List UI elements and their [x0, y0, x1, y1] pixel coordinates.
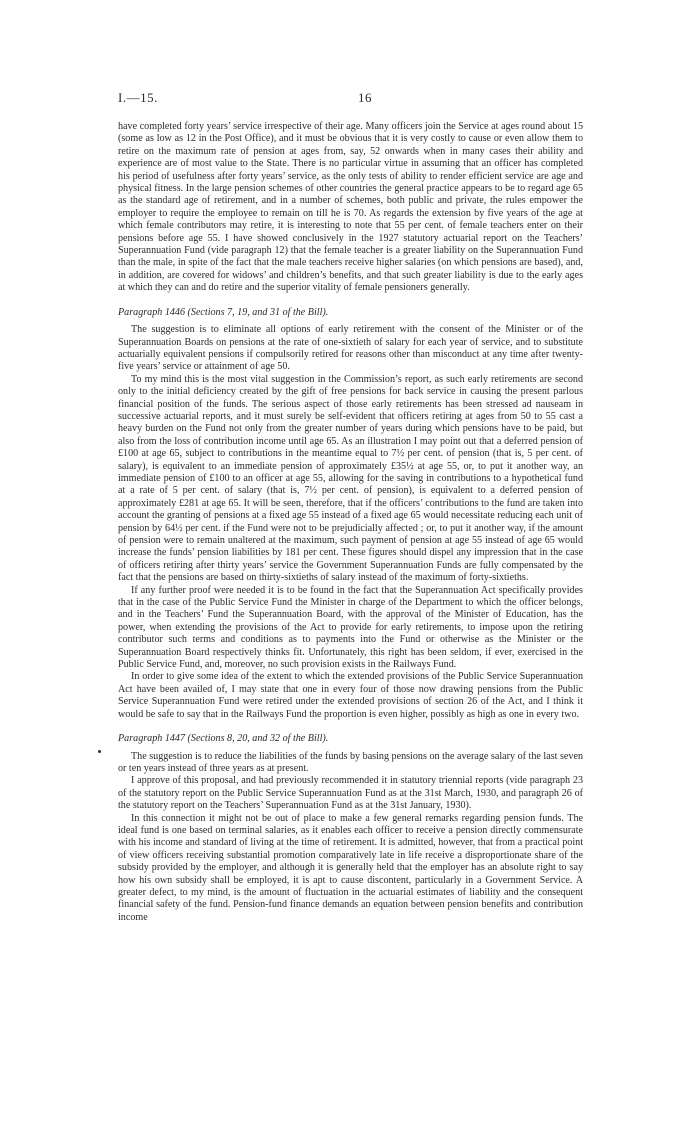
page-number: 16 — [358, 90, 372, 105]
paragraph: To my mind this is the most vital suggestion in the Commission’s report, as such early retirements are second only to the initial deficiency created by the gift of free pensions for back service in causing the present parlous financial position of the funds. The serious aspect of those early retirements has been stressed ad nauseam in successive actuarial reports, and it must surely be self-evident that officers retiring at ages from 50 to 55 cast a heavy burden on the Fund not only from the greater number of years during which pensions have to be paid, but also from the loss of contribution income until age 65. As an illustration I may point out that a deferred pension of £100 at age 65, subject to contributions in the meantime equal to 7½ per cent. of pension (that is, 5 per cent. of salary), is equivalent to an immediate pension of approximately £35½ at age 55, or, to put it another way, an immediate pension of £100 to an officer at age 55, allowing for the saving in contributions to a hypothetical fund at a rate of 5 per cent. of salary (that is, 7½ per cent. of pension), is equivalent to a deferred pension of approximately £281 at age 65. It will be seen, therefore, that if the officers’ contributions to the fund are taken into account the granting of pensions at a fixed age 55 instead of a fixed age 65 would necessitate reducing each unit of pension by 64½ per cent. if the Fund were not to be prejudicially affected ; or, to put it another way, if the amount of pension were to remain unaltered at the maximum, such payment of pension at age 55 instead of age 65 would increase the funds’ pension liabilities by 181 per cent. These figures should dispel any impression that in the case of officers retiring after thirty years’ service the Government Superannuation Funds are fully compensated by the fact that the pensions are based on thirty-sixtieths of salary instead of the maximum of forty-sixtieths. — [118, 373, 583, 584]
document-body — [118, 121, 583, 924]
section-heading-1446: Paragraph 1446 (Sections 7, 19, and 31 of the Bill). — [118, 306, 329, 318]
paragraph: In this connection it might not be out of place to make a few general remarks regarding pension funds. The ideal fund is one based on terminal salaries, as it enables each officer to receive a pension directly commensurate with his income and standard of living at the time of retirement. It is admitted, however, that from a practical point of view officers receiving substantial promotion comparatively late in life receive a disproportionate share of the subsidy provided by the employer, and although it is generally held that the employer has an absolute right to say how his own subsidy shall be employed, it is apt to cause discontent, particularly in a Government Service. A greater defect, to my mind, is the amount of fluctuation in the actuarial estimates of liability and the consequent financial safety of the fund. Pension-fund finance demands an equation between pension benefits and contribution income — [118, 812, 583, 923]
paragraph-continuation: have completed forty years’ service irrespective of their age. Many officers join the Service at ages round about 15 (some as low as 12 in the Post Office), and it must be obvious that it is very costly to cause or even allow them to retire on the maximum rate of pension at ages from, say, 52 onwards when in many cases their ability and experience are of most value to the State. There is no particular virtue in assuming that an officer has completed his period of usefulness after forty years’ service, as the only tests of ability to render efficient service are age and physical fitness. In the large pension schemes of other countries the general practice appears to be to regard age 65 as the standard age of retirement, and in a number of schemes, both public and private, the rules empower the employer to require the employee to remain on till he is 70. As regards the extension by five years of the age at which female contributors may retire, it is interesting to note that 55 per cent. of female teachers enter on their pensions before age 55. I have showed conclusively in the 1927 statutory actuarial report on the Teachers’ Superannuation Fund (vide paragraph 12) that the female teacher is a greater liability on the Superannuation Fund than the male, in spite of the fact that the male teachers receive higher salaries (on which pensions are based), and, in addition, are covered for widows’ and children’s benefits, and that such greater liability is due to the early ages at which they can and do retire and the superior vitality of female pensioners generally. — [118, 121, 583, 294]
margin-dot — [98, 750, 101, 753]
paragraph: The suggestion is to eliminate all options of early retirement with the consent of the Minister or of the Superannuation Boards on pensions at the rate of one-sixtieth of salary for each year of service, and to substitute actuarially equivalent pensions if compulsorily retired for reasons other than misconduct at any time after twenty-five years’ service or attainment of age 50. — [118, 324, 583, 373]
paragraph: The suggestion is to reduce the liabilities of the funds by basing pensions on the average salary of the last seven or ten years instead of three years as at present. — [118, 750, 583, 774]
page-header — [118, 90, 583, 108]
paragraph: I approve of this proposal, and had previously recommended it in statutory triennial reports (vide paragraph 23 of the statutory report on the Public Service Superannuation Fund as at the 31st March, 1930, and paragraph 26 of the statutory report on the Teachers’ Superannuation Fund as at the 31st January, 1930). — [118, 775, 583, 812]
paragraph: In order to give some idea of the extent to which the extended provisions of the Public Service Superannuation Act have been availed of, I may state that one in every four of those now drawing pensions from the Public Service Superannuation Fund were retired under the extended provisions of section 26 of the Act, and I think it would be safe to say that in the Railways Fund the proportion is even higher, possibly as high as one in every two. — [118, 671, 583, 720]
paragraph: If any further proof were needed it is to be found in the fact that the Superannuation Act specifically provides that in the case of the Public Service Fund the Minister in charge of the Department to which the officer belongs, and in the Teachers’ Fund the Superannuation Board, with the approval of the Minister of Education, has the power, when extending the provisions of the Act to provide for early retirements, to impose upon the retiring contributor such terms and conditions as to payments into the Fund or otherwise as the Minister or the Superannuation Board respectively thinks fit. Unfortunately, this right has been seldom, if ever, exercised in the Public Service Fund, and, moreover, no such provision exists in the Railways Fund. — [118, 584, 583, 671]
document-reference: I.—15. — [118, 90, 158, 105]
section-heading-1447: Paragraph 1447 (Sections 8, 20, and 32 of the Bill). — [118, 733, 329, 745]
